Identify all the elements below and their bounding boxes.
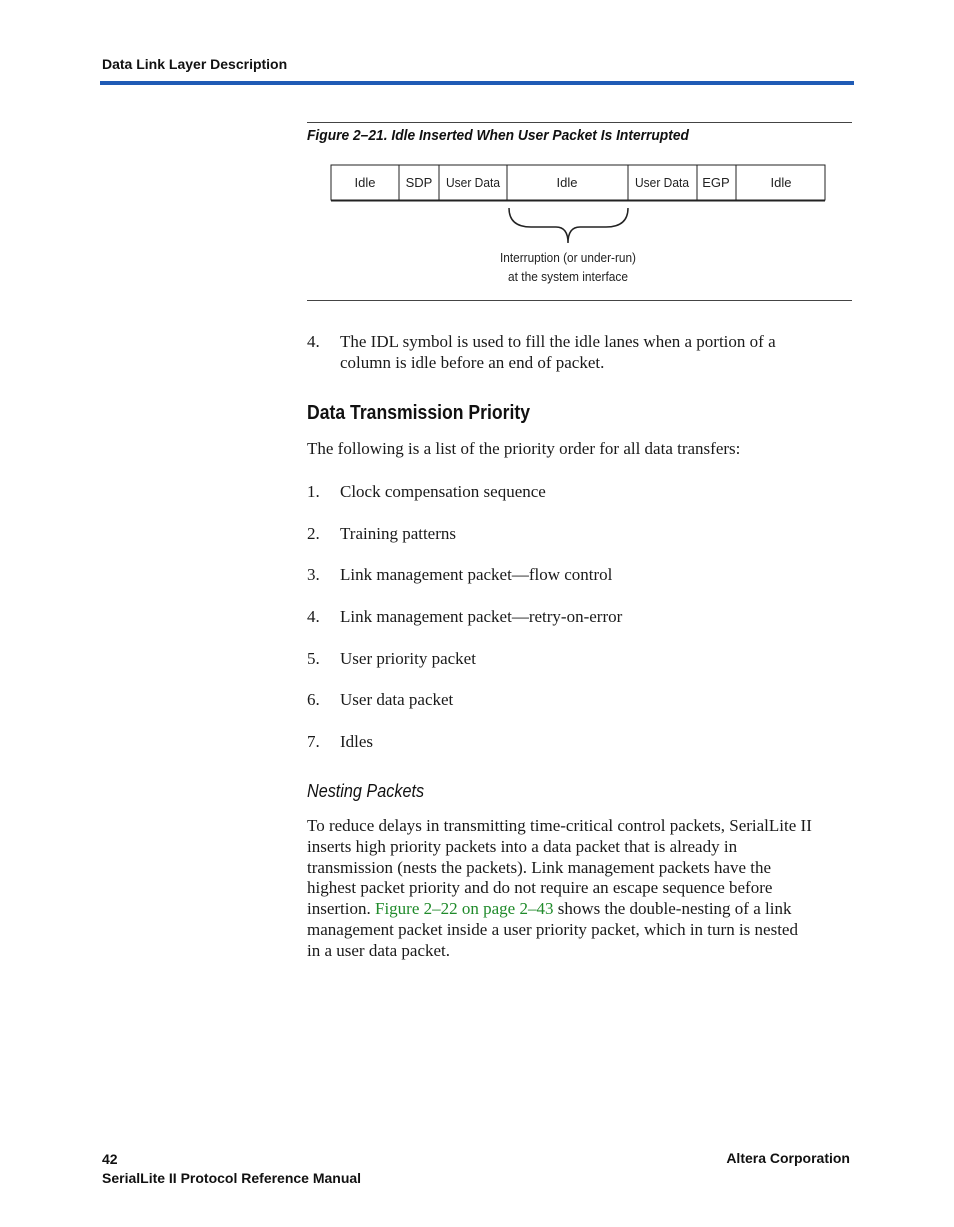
manual-title: SerialLite II Protocol Reference Manual xyxy=(102,1170,362,1186)
paragraph-line: To reduce delays in transmitting time-critical control packets, SerialLite II xyxy=(307,816,812,835)
figure-2-22-link[interactable]: Figure 2–22 on page 2–43 xyxy=(375,899,554,919)
list-item-text: Link management packet—flow control xyxy=(340,565,613,584)
paragraph-text: insertion. xyxy=(307,899,375,919)
cell-user-data-2: User Data xyxy=(635,175,690,190)
paragraph-line: inserts high priority packets into a data packet that is already in xyxy=(307,836,738,856)
paragraph-line: highest packet priority and do not require an escape sequence before xyxy=(307,878,773,898)
list-item-number: 7. xyxy=(307,732,320,751)
list-item-number: 4. xyxy=(307,332,320,351)
running-header: Data Link Layer Description xyxy=(102,56,288,72)
list-item-text: The IDL symbol is used to fill the idle lanes when a portion of a xyxy=(340,332,776,351)
list-item-number: 5. xyxy=(307,649,320,668)
list-item-text: User data packet xyxy=(340,690,454,709)
subsection-heading: Nesting Packets xyxy=(307,781,425,801)
brace-label-line1: Interruption (or under-run) xyxy=(500,250,636,265)
cell-idle-1: Idle xyxy=(354,175,376,190)
list-item-text: User priority packet xyxy=(340,649,476,668)
list-item-text: Idles xyxy=(340,732,374,751)
cell-sdp: SDP xyxy=(405,175,433,190)
cell-idle-2: Idle xyxy=(556,175,578,190)
paragraph-line xyxy=(307,899,853,920)
list-item-text-continued: column is idle before an end of packet. xyxy=(340,353,605,372)
footer-left xyxy=(102,1150,361,1188)
brace-label-line2: at the system interface xyxy=(508,269,628,284)
figure-bottom-rule xyxy=(307,300,852,301)
cell-idle-3: Idle xyxy=(770,175,792,190)
paragraph-line: transmission (nests the packets). Link management packets have the xyxy=(307,857,772,877)
list-item-text: Link management packet—retry-on-error xyxy=(340,607,623,626)
list-item-number: 3. xyxy=(307,565,320,584)
paragraph-line: in a user data packet. xyxy=(307,940,451,960)
list-item-text: Clock compensation sequence xyxy=(340,482,546,501)
section-heading: Data Transmission Priority xyxy=(307,402,531,424)
list-item-number: 6. xyxy=(307,690,320,709)
page-number: 42 xyxy=(102,1151,118,1167)
packet-diagram xyxy=(0,0,954,320)
figure-caption: Figure 2–21. Idle Inserted When User Packet Is Interrupted xyxy=(307,127,689,144)
paragraph-text: shows the double-nesting of a link xyxy=(553,899,792,919)
nesting-paragraph xyxy=(307,816,853,962)
cell-user-data-1: User Data xyxy=(446,175,501,190)
cell-egp: EGP xyxy=(702,175,730,190)
list-item-number: 4. xyxy=(307,607,320,626)
list-item-number: 2. xyxy=(307,524,320,543)
company-name: Altera Corporation xyxy=(726,1150,850,1166)
list-item-text: Training patterns xyxy=(340,524,457,543)
paragraph-line: management packet inside a user priority packet, which in turn is nested xyxy=(307,919,798,939)
list-item-number: 1. xyxy=(307,482,320,501)
intro-paragraph: The following is a list of the priority order for all data transfers: xyxy=(307,439,741,458)
interruption-brace xyxy=(509,208,628,243)
